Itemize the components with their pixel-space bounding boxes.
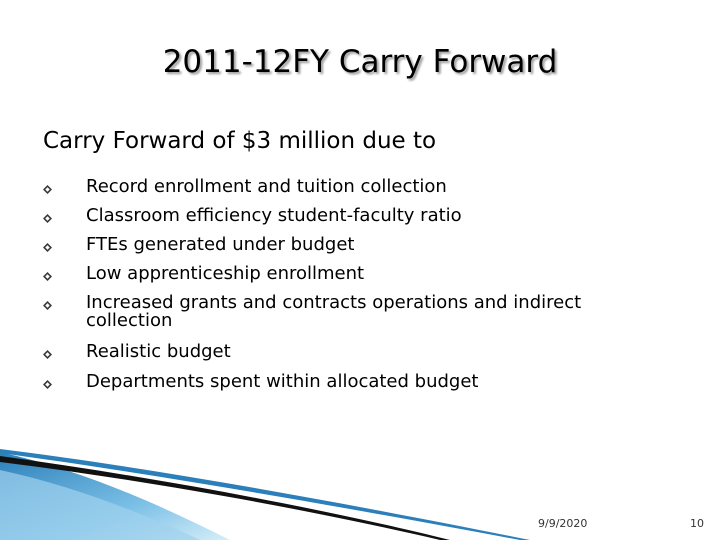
bullet-text: Low apprenticeship enrollment [86,263,365,284]
diamond-bullet-icon [43,243,52,252]
diamond-bullet-icon [43,272,52,281]
bullet-text: Classroom efficiency student-faculty ratio [86,205,462,226]
diamond-bullet-icon [43,301,52,310]
page-number: 10 [690,517,704,530]
bullet-text: Realistic budget [86,341,231,362]
bullet-text: Departments spent within allocated budget [86,371,479,392]
bullet-text: FTEs generated under budget [86,234,355,255]
diamond-bullet-icon [43,214,52,223]
footer-date: 9/9/2020 [538,517,588,530]
bullet-text: Increased grants and contracts operations and indirect collection [86,292,582,331]
lead-text: Carry Forward of $3 million due to [43,128,437,154]
diamond-bullet-icon [43,380,52,389]
slide-title: 2011-12FY Carry Forward [162,44,558,80]
diamond-bullet-icon [43,350,52,359]
bullet-text: Record enrollment and tuition collection [86,176,447,197]
diamond-bullet-icon [43,185,52,194]
